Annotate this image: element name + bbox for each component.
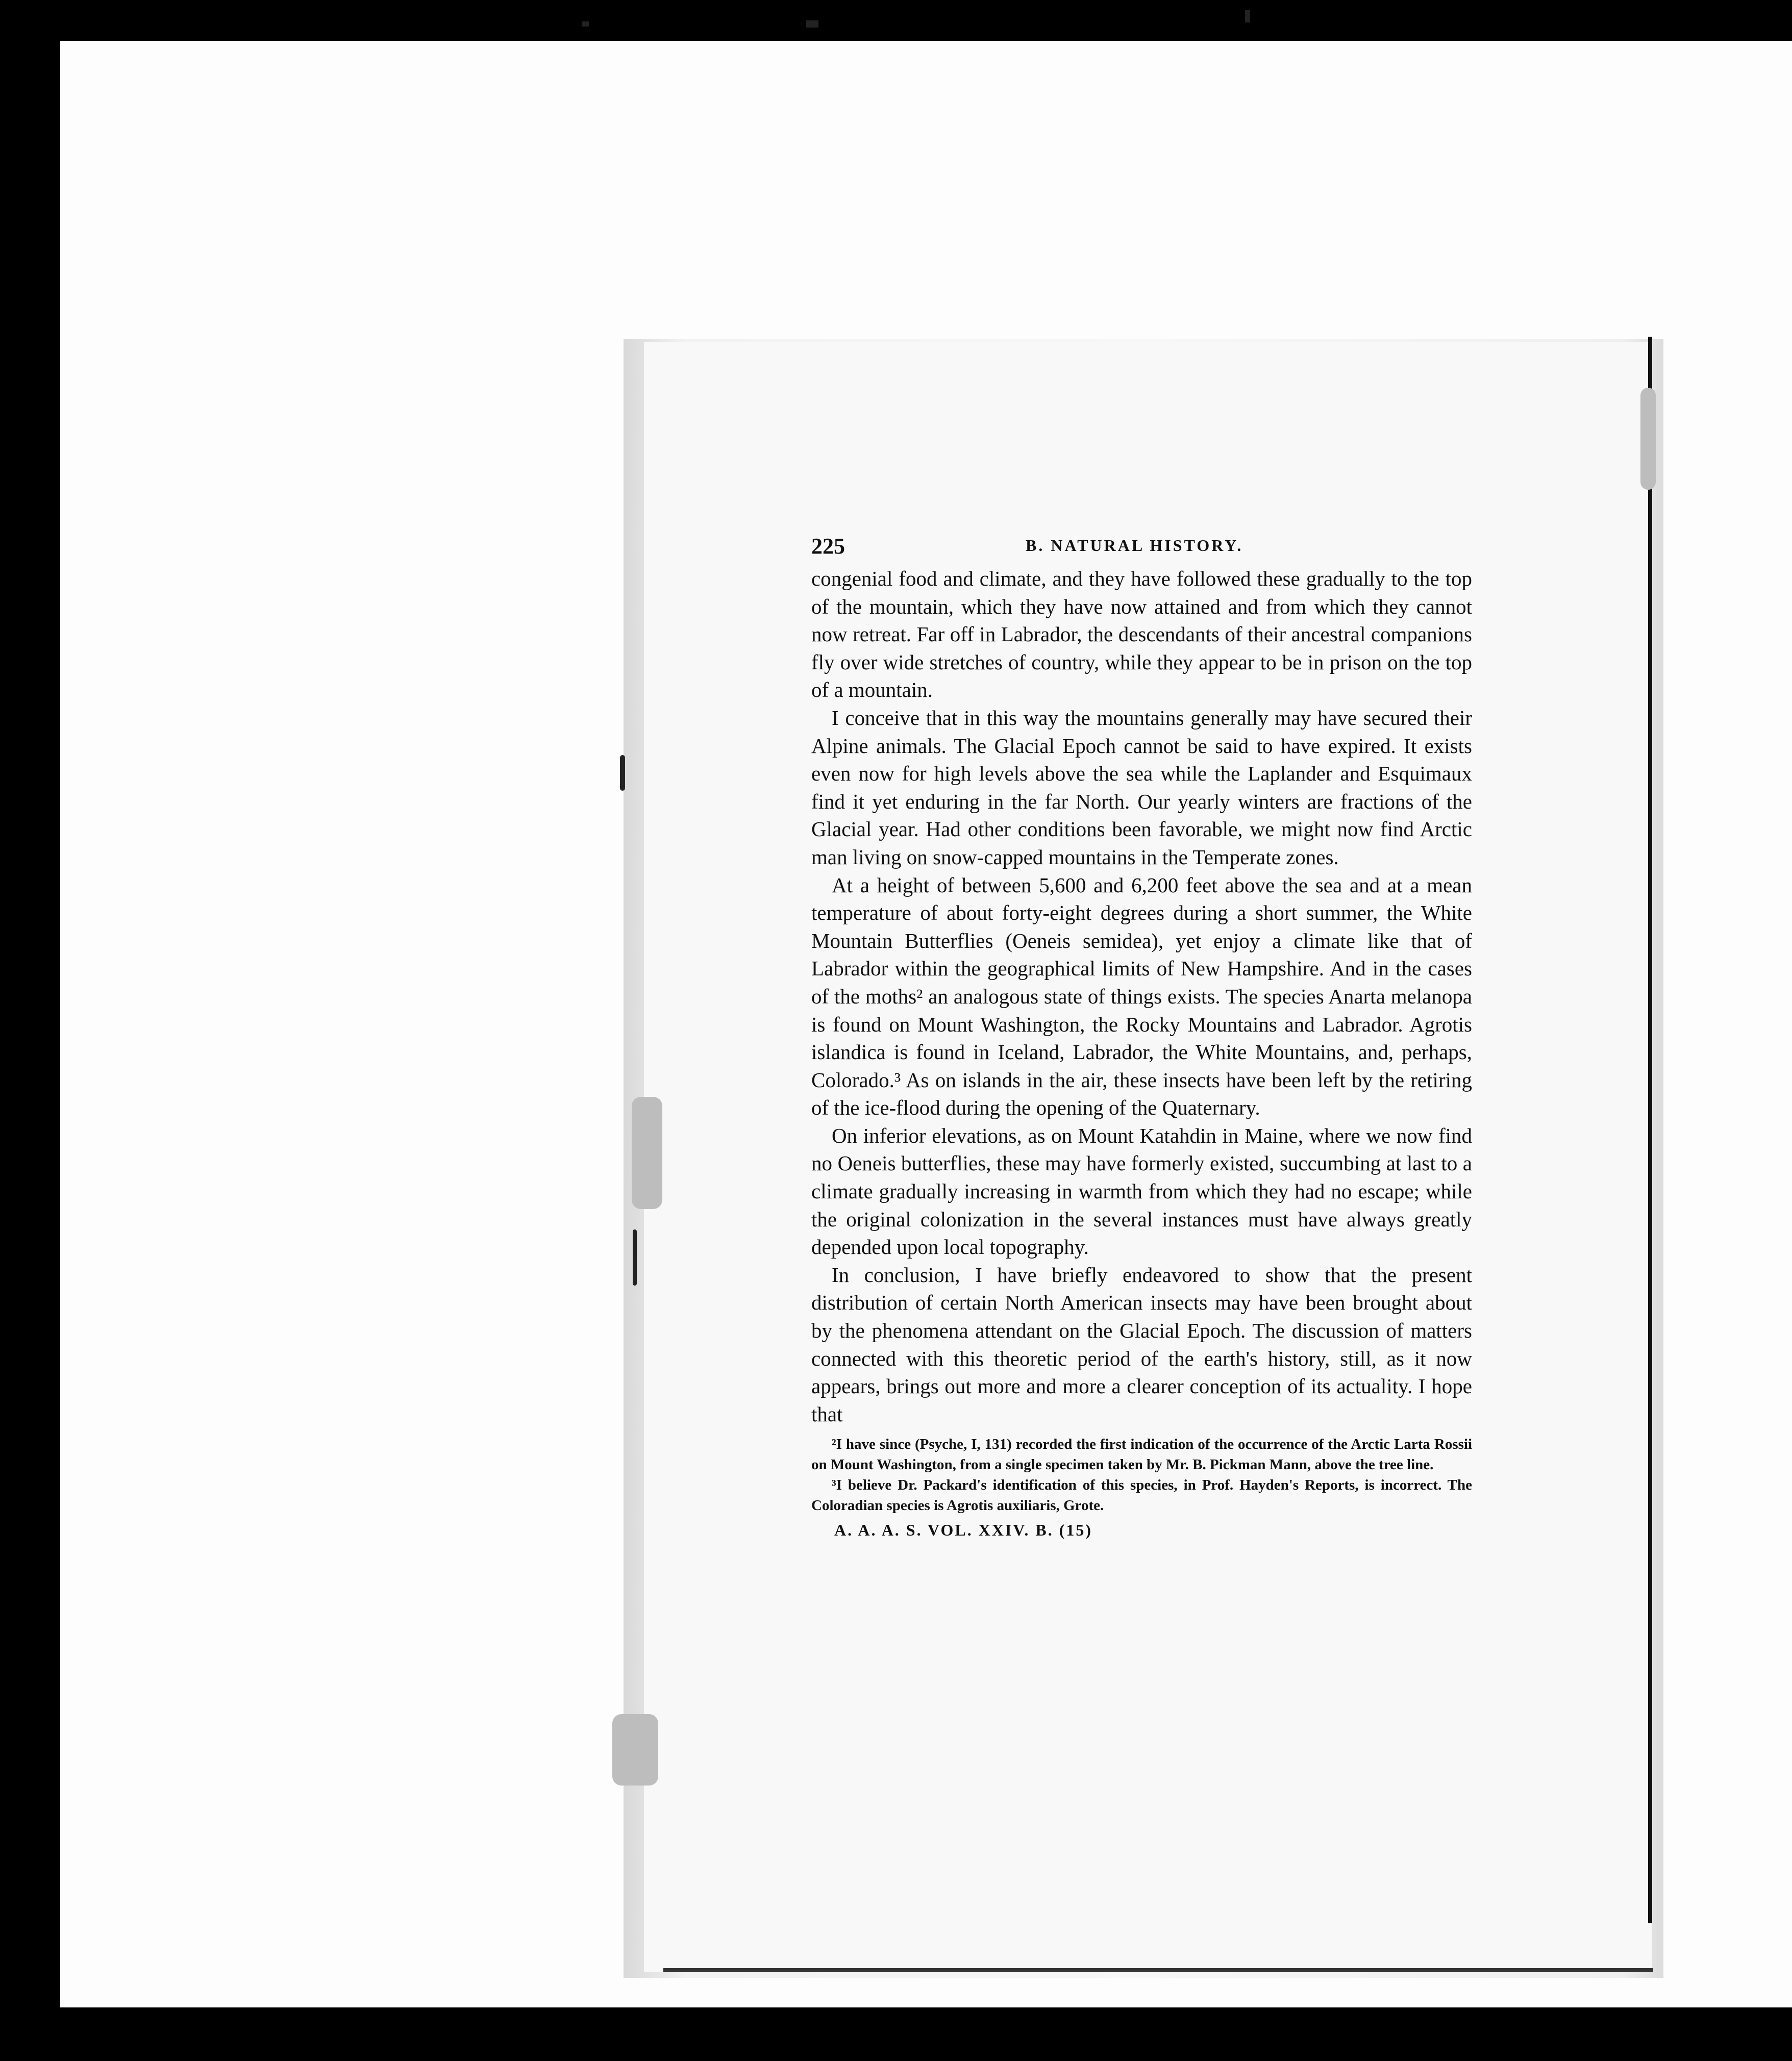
- paragraph: On inferior elevations, as on Mount Katahdin in Maine, where we now find no Oeneis butterflies, these may have formerly existed, succumbing at last to a climate gradually increasing in warmth from which they had no escape; while the original colonization in the several instances must have always greatly depended upon local topography.: [811, 1123, 1472, 1259]
- signature-line: A. A. A. S. VOL. XXIV. B. (15): [834, 1521, 1093, 1540]
- running-head: B. NATURAL HISTORY.: [1026, 536, 1243, 555]
- page-header: [811, 533, 1472, 565]
- paragraph: congenial food and climate, and they have followed these gradually to the top of the mountain, which they have now attained and from which they cannot now retreat. Far off in Labrador, the descendants of their ancestral companions fly over wide stretches of country, while they appear to be in prison on the top of a mountain.: [811, 567, 1472, 702]
- binding-mark: [620, 755, 625, 791]
- torn-tab: [1640, 388, 1656, 490]
- paragraph: I conceive that in this way the mountains generally may have secured their Alpine animals. The Glacial Epoch cannot be said to have expired. It exists even now for high levels above the sea while the Laplander and Esquimaux find it yet enduring in the far North. Our yearly winters are fractions of the Glacial year. Had other conditions been favorable, we might now find Arctic man living on snow-capped mountains in the Temperate zones.: [811, 706, 1472, 869]
- page-bottom-edge: [663, 1968, 1653, 1972]
- left-edge-mark: [0, 92, 10, 306]
- scan-speck: [806, 20, 818, 28]
- footnote: ²I have since (Psyche, I, 131) recorded the first indication of the occurrence of the Arctic Larta Rossii on Mount Washington, from a single specimen taken by Mr. B. Pickman Mann, above the tree line.: [811, 1436, 1472, 1473]
- scan-speck: [582, 21, 589, 27]
- left-edge-mark: [0, 1581, 10, 1612]
- torn-tab: [632, 1097, 662, 1209]
- page-right-edge: [1648, 337, 1652, 1923]
- page-text: [811, 533, 1472, 1540]
- paragraph: At a height of between 5,600 and 6,200 feet above the sea and at a mean temperature of about forty-eight degrees during a short summer, the White Mountain Butterflies (Oeneis semidea), yet enjoy a climate like that of Labrador within the geographical limits of New Hampshire. And in the cases of the moths² an analogous state of things exists. The species Anarta melanopa is found on Mount Washington, the Rocky Mountains and Labrador. Agrotis islandica is found in Iceland, Labrador, the White Mountains, and, perhaps, Colorado.³ As on islands in the air, these insects have been left by the retiring of the ice-flood during the opening of the Quaternary.: [811, 873, 1472, 1120]
- paragraph: In conclusion, I have briefly endeavored to show that the present distribution of certain North American insects may have been brought about by the phenomena attendant on the Glacial Epoch. The discussion of matters connected with this theoretic period of the earth's history, still, as it now appears, brings out more and more a clearer conception of its actuality. I hope that: [811, 1263, 1472, 1426]
- torn-tab: [612, 1714, 658, 1786]
- left-edge-mark: [0, 765, 10, 806]
- footnote: ³I believe Dr. Packard's identification of this species, in Prof. Hayden's Reports, is incorrect. The Coloradian species is Agrotis auxiliaris, Grote.: [811, 1477, 1472, 1514]
- scan-speck: [1245, 10, 1250, 22]
- binding-mark: [633, 1229, 637, 1286]
- page-number: 225: [811, 534, 845, 559]
